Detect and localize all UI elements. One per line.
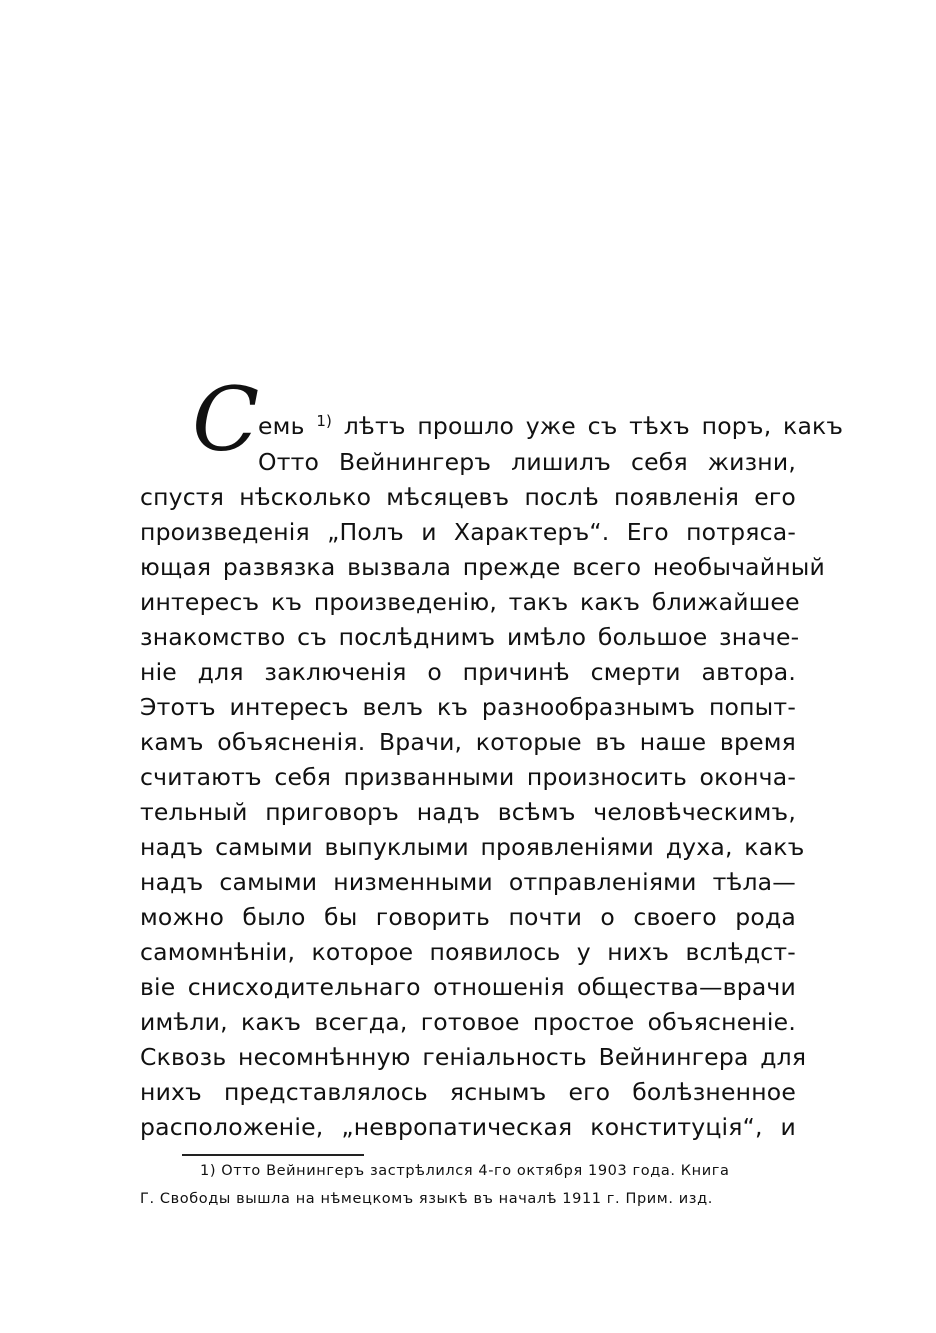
text-line-20: нихъ представлялось яснымъ его болѣзненное (140, 1078, 796, 1106)
text-line-3: спустя нѣсколько мѣсяцевъ послѣ появленія его (140, 483, 796, 511)
text-line-11: считаютъ себя призванными произносить оконча- (140, 763, 796, 791)
text-line-21: расположеніе, „невропатическая конституція“, и (140, 1113, 796, 1141)
footnote-line-1: 1) Отто Вейнингеръ застрѣлился 4-го октября 1903 года. Книга (200, 1163, 730, 1179)
drop-cap-letter: С (192, 368, 260, 471)
text-line-10: камъ объясненія. Врачи, которые въ наше время (140, 728, 796, 756)
footnote-marker: 1) (316, 412, 333, 430)
text-line-9: Этотъ интересъ велъ къ разнообразнымъ попыт- (140, 693, 796, 721)
footnote-line-2: Г. Свободы вышла на нѣмецкомъ языкѣ въ началѣ 1911 г. Прим. изд. (140, 1191, 713, 1207)
text-line-15: можно было бы говорить почти о своего рода (140, 903, 796, 931)
footnote-separator (182, 1154, 364, 1156)
text-line-1 (258, 408, 844, 444)
text-line-19: Сквозь несомнѣнную геніальность Вейнингера для (140, 1043, 807, 1071)
text-line-13: надъ самыми выпуклыми проявленіями духа, какъ (140, 833, 805, 861)
text-line-5: ющая развязка вызвала прежде всего необычайный (140, 553, 826, 581)
text-line-12: тельный приговоръ надъ всѣмъ человѣческимъ, (140, 798, 796, 826)
text-line-16: самомнѣніи, которое появилось у нихъ вслѣдст- (140, 938, 796, 966)
text-line-7: знакомство съ послѣднимъ имѣло большое значе- (140, 623, 800, 651)
text-line-8: ніе для заключенія о причинѣ смерти автора. (140, 658, 796, 686)
text-line-6: интересъ къ произведенію, такъ какъ ближайшее (140, 588, 800, 616)
text-line-18: имѣли, какъ всегда, готовое простое объясненіе. (140, 1008, 796, 1036)
text-line-17: віе снисходительнаго отношенія общества—врачи (140, 973, 796, 1001)
first-line-end: лѣтъ прошло уже съ тѣхъ поръ, какъ (332, 412, 844, 440)
text-line-14: надъ самыми низменными отправленіями тѣла— (140, 868, 796, 896)
text-line-4: произведенія „Полъ и Характеръ“. Его потряса- (140, 518, 796, 546)
text-line-2: Отто Вейнингеръ лишилъ себя жизни, (258, 448, 796, 476)
first-line-start: емь (258, 412, 317, 440)
